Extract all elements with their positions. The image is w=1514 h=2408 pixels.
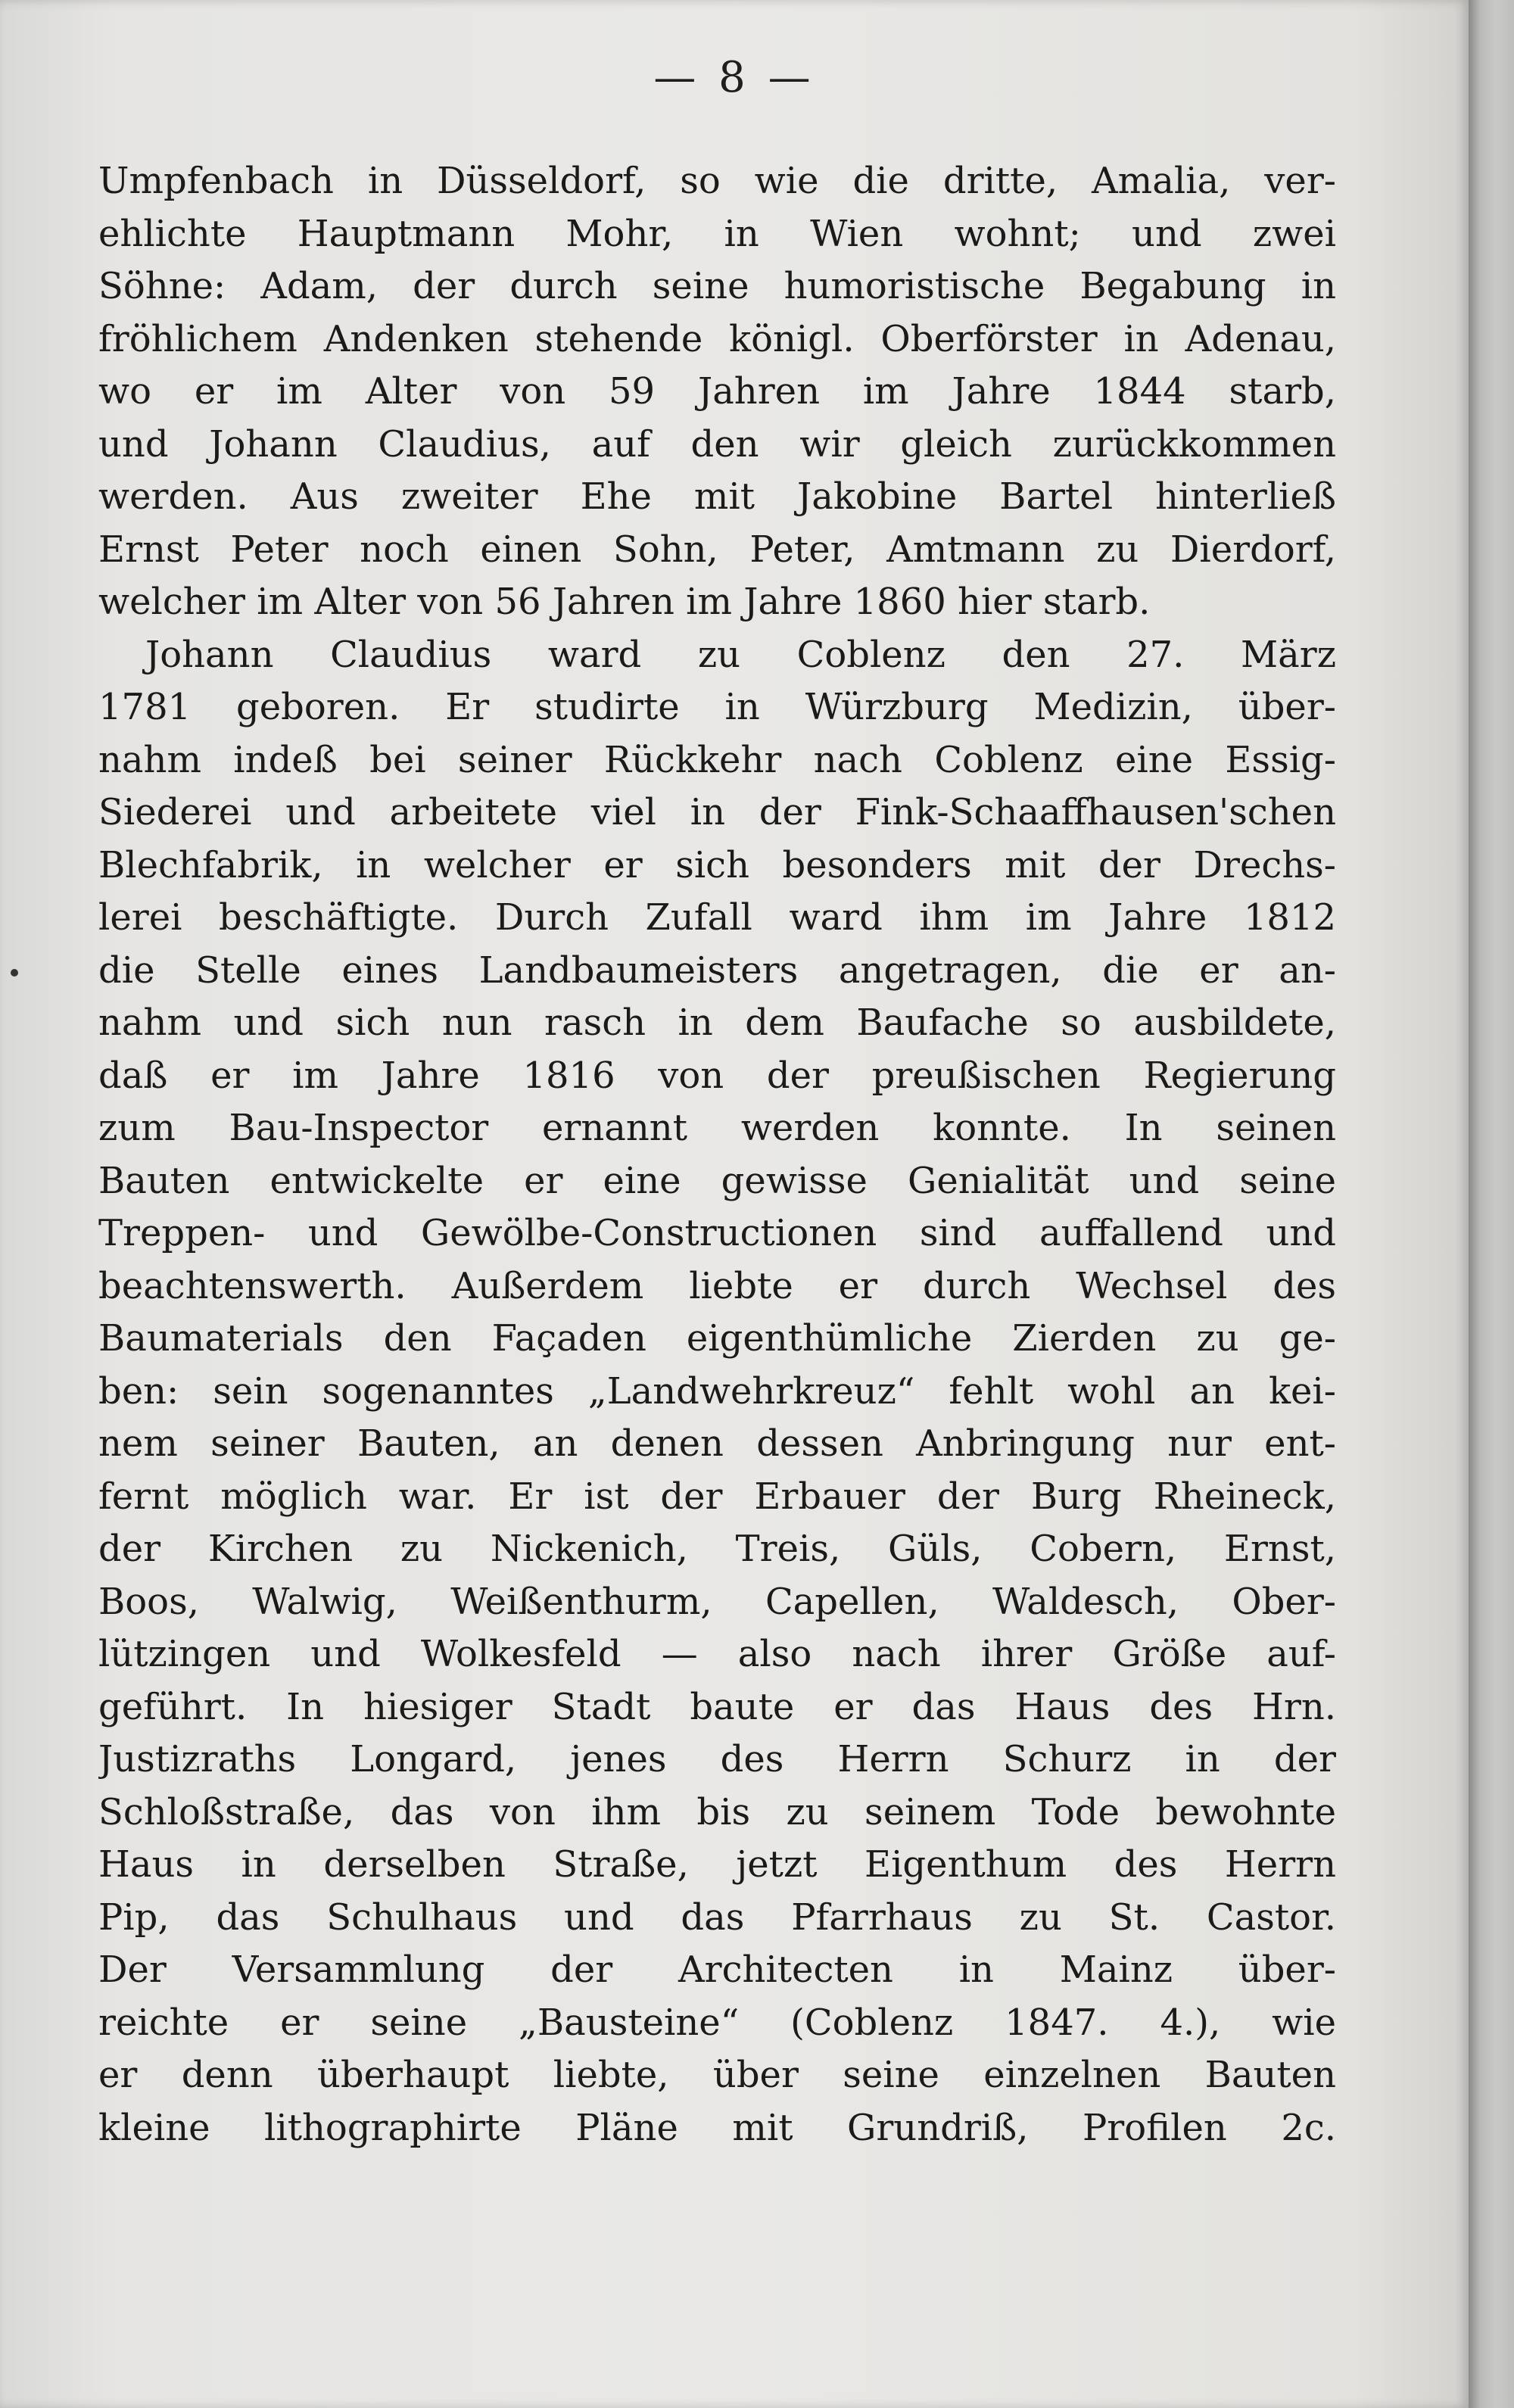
text-line: lützingen und Wolkesfeld — also nach ihrer Größe auf- bbox=[98, 1633, 1336, 1675]
text-line: Boos, Walwig, Weißenthurm, Capellen, Waldesch, Ober- bbox=[98, 1580, 1336, 1623]
text-line: werden. Aus zweiter Ehe mit Jakobine Bartel hinterließ bbox=[98, 475, 1336, 518]
text-line: Söhne: Adam, der durch seine humoristische Begabung in bbox=[98, 265, 1336, 307]
text-line: Schloßstraße, das von ihm bis zu seinem Tode bewohnte bbox=[98, 1790, 1336, 1833]
text-line: nahm und sich nun rasch in dem Baufache so ausbildete, bbox=[98, 1002, 1336, 1044]
text-line: Bauten entwickelte er eine gewisse Genialität und seine bbox=[98, 1159, 1336, 1202]
text-line: nem seiner Bauten, an denen dessen Anbringung nur ent- bbox=[98, 1422, 1336, 1465]
text-line: welcher im Alter von 56 Jahren im Jahre 1860 hier starb. bbox=[98, 581, 1151, 623]
ink-speck bbox=[11, 969, 18, 977]
text-line: Treppen- und Gewölbe-Constructionen sind auffallend und bbox=[98, 1212, 1336, 1254]
text-line: 1781 geboren. Er studirte in Würzburg Medizin, über- bbox=[98, 686, 1336, 728]
text-line: nahm indeß bei seiner Rückkehr nach Coblenz eine Essig- bbox=[98, 738, 1336, 781]
book-edge bbox=[1469, 0, 1514, 2408]
text-line: Ernst Peter noch einen Sohn, Peter, Amtmann zu Dierdorf, bbox=[98, 528, 1336, 571]
text-line: beachtenswerth. Außerdem liebte er durch Wechsel des bbox=[98, 1264, 1336, 1307]
text-line: fröhlichem Andenken stehende königl. Oberförster in Adenau, bbox=[98, 317, 1336, 360]
text-line: Blechfabrik, in welcher er sich besonders mit der Drechs- bbox=[98, 843, 1336, 886]
page-number: — 8 — bbox=[653, 53, 815, 102]
text-line: wo er im Alter von 59 Jahren im Jahre 1844 starb, bbox=[98, 370, 1336, 413]
body-text bbox=[98, 155, 1336, 2154]
text-line: Johann Claudius ward zu Coblenz den 27. März bbox=[145, 633, 1336, 676]
text-line: Siederei und arbeitete viel in der Fink-Schaaffhausen'schen bbox=[98, 791, 1336, 833]
text-line: Justizraths Longard, jenes des Herrn Schurz in der bbox=[98, 1738, 1336, 1780]
text-line: kleine lithographirte Pläne mit Grundriß, Profilen 2c. bbox=[98, 2106, 1336, 2149]
text-line: der Kirchen zu Nickenich, Treis, Güls, Cobern, Ernst, bbox=[98, 1528, 1336, 1570]
text-line: Der Versammlung der Architecten in Mainz über- bbox=[98, 1949, 1336, 1991]
text-line: lerei beschäftigte. Durch Zufall ward ihm im Jahre 1812 bbox=[98, 896, 1336, 939]
text-line: Pip, das Schulhaus und das Pfarrhaus zu St. Castor. bbox=[98, 1896, 1336, 1939]
text-line: reichte er seine „Bausteine“ (Coblenz 1847. 4.), wie bbox=[98, 2001, 1336, 2044]
text-line: geführt. In hiesiger Stadt baute er das Haus des Hrn. bbox=[98, 1685, 1336, 1728]
text-line: fernt möglich war. Er ist der Erbauer der Burg Rheineck, bbox=[98, 1475, 1336, 1518]
text-line: die Stelle eines Landbaumeisters angetragen, die er an- bbox=[98, 949, 1336, 992]
text-line: er denn überhaupt liebte, über seine einzelnen Bauten bbox=[98, 2054, 1336, 2096]
text-line: ben: sein sogenanntes „Landwehrkreuz“ fehlt wohl an kei- bbox=[98, 1369, 1336, 1413]
text-line: und Johann Claudius, auf den wir gleich zurückkommen bbox=[98, 422, 1336, 466]
text-line: Baumaterials den Façaden eigenthümliche Zierden zu ge- bbox=[98, 1317, 1336, 1360]
text-line: daß er im Jahre 1816 von der preußischen Regierung bbox=[98, 1054, 1336, 1097]
text-line: zum Bau-Inspector ernannt werden konnte. In seinen bbox=[98, 1107, 1336, 1149]
text-line: Umpfenbach in Düsseldorf, so wie die dritte, Amalia, ver- bbox=[98, 160, 1336, 202]
text-line: Haus in derselben Straße, jetzt Eigenthum des Herrn bbox=[98, 1843, 1336, 1886]
text-line: ehlichte Hauptmann Mohr, in Wien wohnt; und zwei bbox=[98, 212, 1336, 255]
